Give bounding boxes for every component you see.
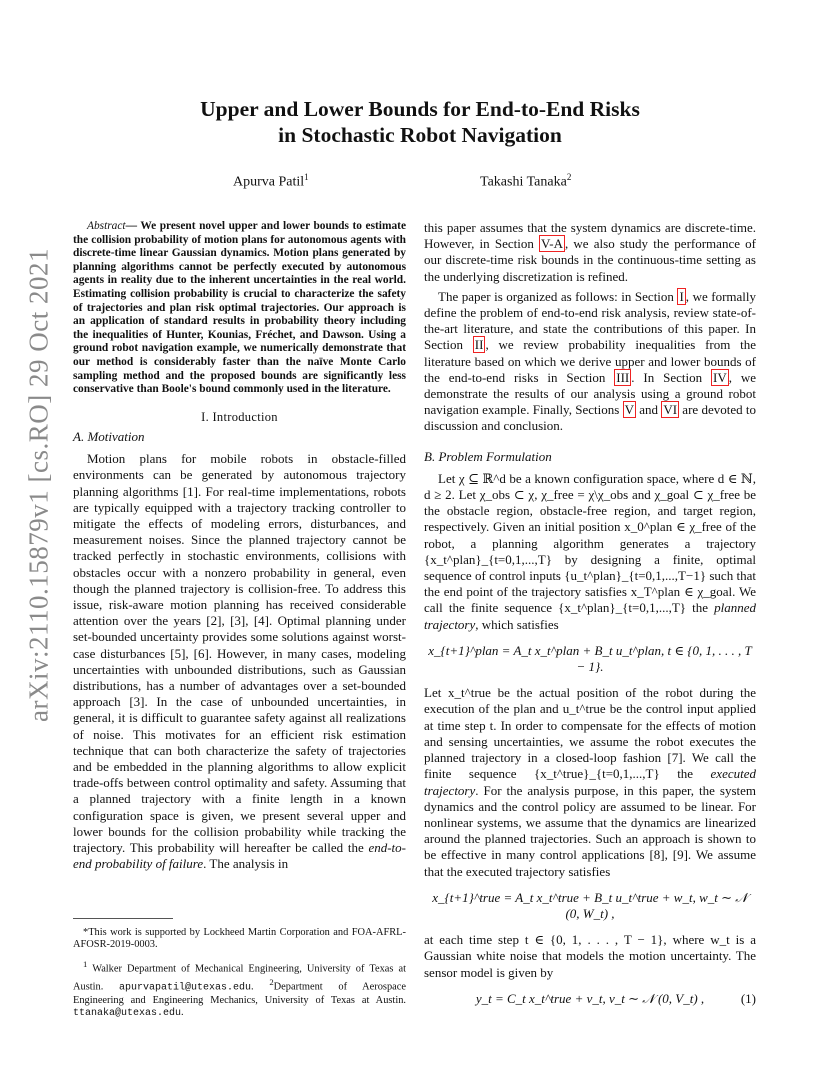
problem-emphasis-1: planned trajectory [424,600,756,632]
equation-number: (1) [740,990,756,1006]
problem-paragraph-3: at each time step t ∈ {0, 1, . . . , T − 1}, where w_t is a Gaussian white noise that models the motion uncertainty. The sensor model is given by [424,932,756,980]
paper-title [100,96,740,148]
section-link-3[interactable]: III [616,369,630,385]
org-text-e: , we demonstrate the results of our analysis using a ground robot navigation example. Finally, Sections [424,369,756,418]
problem-tail-2: . For the analysis purpose, in this paper, the system dynamics and the control policy are assumed to be linear. For nonlinear systems, we assume that the dynamics are linearized around the planned trajectories. Such an approach is shown to be effective in many control applications [8], [9]. We assume that the executed trajectory satisfies [424,782,756,879]
org-text-b: , we formally define the problem of end-to-end risk analysis, review state-of-the-art literature, and state the contributions of this paper. In Section [424,288,756,353]
subsection-heading-motivation: A. Motivation [73,428,145,444]
author-1 [233,172,309,191]
organization-paragraph [424,289,756,435]
abstract [73,220,406,397]
equation-planned: x_{t+1}^plan = A_t x_t^plan + B_t u_t^plan, t ∈ {0, 1, . . . , T − 1}. [428,642,752,675]
equation-executed: x_{t+1}^true = A_t x_t^true + B_t u_t^true + w_t, w_t ∼ 𝒩 (0, W_t) , [432,889,748,921]
fn2-text: Department of Aerospace Engineering and Engineering Mechanics, University of Texas at Austin. [73,981,406,1006]
right-column [424,220,756,1017]
section-link-v-a[interactable]: V-A [541,236,563,252]
continuation-text: this paper assumes that the system dynamics are discrete-time. However, in Section [424,220,756,252]
fn2-marker: 2 [269,976,274,987]
section-link-5[interactable]: V [624,402,634,418]
problem-text-2: Let x_t^true be the actual position of the robot during the execution of the plan and u_t^true be the control input applied at time step t. In order to compensate for the effects of motion and sensing uncertainties, we assume the robot executes the planned trajectory in a closed-loop fashion [7]. We call the finite sequence {x_t^true}_{t=0,1,...,T} the [424,685,756,782]
motivation-text: Motion plans for mobile robots in obstacle-filled environments can be generated by autonomous trajectory planning algorithms [1]. For real-time implementations, robots are typically equipped with a trajectory tracking controller to mitigate the effects of modeling errors, disturbances, and measurement noises. Since the planned trajectory cannot be tracked perfectly in stochastic environments, collisions with obstacles occur with a nonzero probability in general, even though the planned trajectory is collision-free. To address this issue, risk-aware motion planning has received considerable attention over the years [2], [3], [4]. Optimal planning under set-bounded uncertainty provides some solutions against worst-case disturbances [5], [6]. However, in many cases, modeling uncertainties with unbounded distributions, such as Gaussian distributions, has a number of advantages over a set-bounded approach [3]. In the case of unbounded uncertainties, in general, it is difficult to guarantee safety against all realizations of noise. This motivates for an efficient risk estimation technique that can both characterize the safety of trajectories and be embedded in the planning algorithms to allow explicit trade-offs between control optimality and safety. Assuming that a planned trajectory with a finite length in a known configuration space is given, we present several upper and lower bounds for the collision probability while tracking the trajectory. This probability will hereafter be called the [73,451,406,855]
abstract-label: Abstract [87,220,126,232]
left-column [73,220,406,872]
author-2-affil: 2 [566,172,572,182]
abstract-text: — We present novel upper and lower bounds to estimate the collision probability of motion plans for autonomous agents with discrete-time linear Gaussian dynamics. Motion plans generated by planning algorithms cannot be perfectly executed by autonomous agents in reality due to the inherent uncertainties in the real world. Estimating collision probability is crucial to characterize the safety of trajectories and plan risk optimal trajectories. Our approach is an application of standard results in probability theory including the inequalities of Hunter, Kounias, Fréchet, and Dawson. Using a ground robot navigation example, we numerically demonstrate that our method is considerably faster than the naïve Monte Carlo sampling method and the proposed bounds are significantly less conservative than Boole's bound commonly used in the literature. [73,220,406,396]
author-2 [480,172,571,191]
fn1-text: Walker Department of Mechanical Engineering, University of Texas at Austin. [73,963,406,993]
section-link-6[interactable]: VI [663,402,678,418]
section-link-1[interactable]: I [679,288,684,304]
section-heading-introduction: I. Introduction [201,409,278,424]
org-text-a: The paper is organized as follows: in Section [438,288,678,304]
problem-paragraph-1 [424,471,756,633]
section-link-2[interactable]: II [474,337,484,353]
org-text-d: . In Section [631,369,711,385]
continuation-paragraph [424,220,756,285]
section-link-4[interactable]: IV [712,369,727,385]
title-line-1: Upper and Lower Bounds for End-to-End Risks [200,97,640,121]
arxiv-stamp [19,248,59,722]
problem-text-1: Let χ ⊆ ℝ^d be a known configuration space, where d ∈ ℕ, d ≥ 2. Let χ_obs ⊂ χ, χ_free = χ\χ_obs and χ_goal ⊂ χ_free be the obstacle region, obstacle-free region, and target region, respectively. Given an initial position x_0^plan ∈ χ_free of the robot, a planning algorithm generates a trajectory {x_t^plan}_{t=0,1,...,T} by designing a finite, optimal sequence of control inputs {u_t^plan}_{t=0,1,...,T−1} such that the end point of the trajectory satisfies x_T^plan ∈ χ_goal. We call the finite sequence {x_t^plan}_{t=0,1,...,T} the [424,470,756,616]
fn1-marker: 1 [83,958,88,969]
title-line-2: in Stochastic Robot Navigation [278,123,562,147]
equation-sensor-body: y_t = C_t x_t^true + v_t, v_t ∼ 𝒩 (0, V_t) , [475,990,705,1006]
motivation-tail: . The analysis in [203,856,289,872]
continuation-text-2: , we also study the performance of our discrete-time risk bounds in the continuous-time setting as the underlying discretization is refined. [424,236,756,284]
org-text-f: and [635,402,662,418]
motivation-paragraph [73,451,406,872]
arxiv-stamp-text: arXiv:2110.15879v1 [cs.RO] 29 Oct 2021 [23,248,54,722]
fn2-email[interactable]: ttanaka@utexas.edu [73,1007,182,1019]
footnote-funding: *This work is supported by Lockheed Martin Corporation and FOA-AFRL-AFOSR-2019-0003. [73,927,406,951]
org-text-c: , we review probability inequalities from the literature based on which we derive upper and lower bounds of the end-to-end risks in Section [424,337,757,385]
subsection-heading-problem-formulation: B. Problem Formulation [424,448,552,464]
problem-paragraph-2 [424,685,756,879]
problem-tail-1: , which satisfies [475,616,559,632]
fn1-email[interactable]: apurvapatil@utexas.edu [119,982,252,994]
problem-emphasis-2: executed trajectory [424,766,756,798]
author-1-affil: 1 [304,172,309,182]
org-text-g: are devoted to discussion and conclusion. [424,402,757,434]
equation-sensor [424,991,756,1007]
footnote-affiliations: $^1$ Walker Department of Mechanical Engineering, University of Texas at Austin. apurvapatil@utexas.edu. $^2$Department of Aerospace Engineering and Engineering Mechanics, University of Texas at Austin. ttanaka@utexas.edu. [73,958,406,1019]
footnotes [73,918,406,1026]
author-1-name: Apurva Patil [233,174,305,190]
author-2-name: Takashi Tanaka [480,174,567,190]
footnote-rule [73,918,173,919]
motivation-emphasis: end-to-end probability of failure [73,840,406,872]
